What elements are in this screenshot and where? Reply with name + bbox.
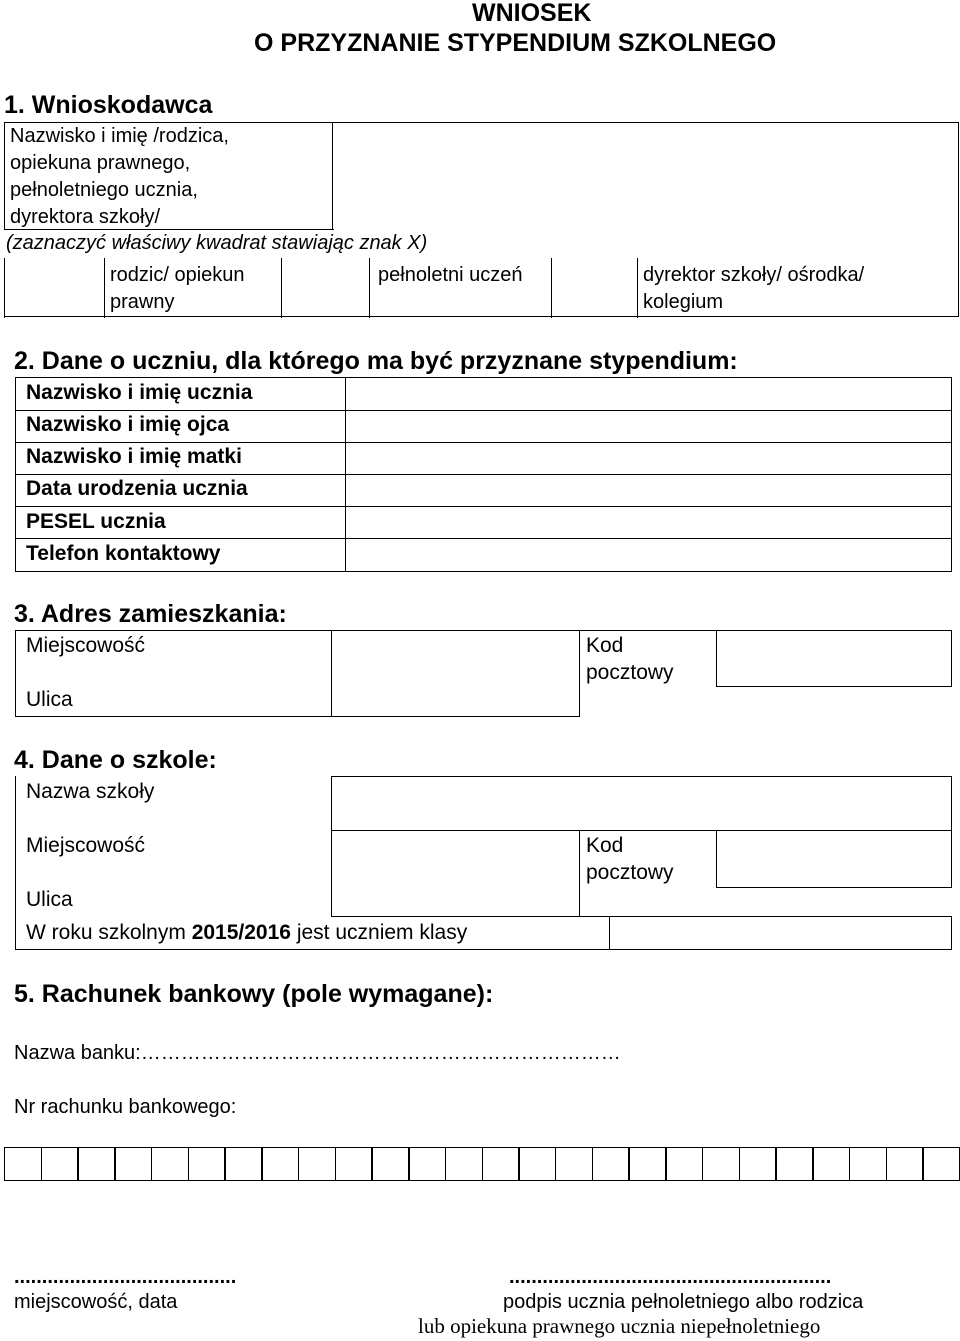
s4-class-top	[609, 916, 951, 917]
section1-divider	[332, 122, 333, 230]
account-digit-cell[interactable]	[77, 1147, 115, 1181]
school-city-field[interactable]	[333, 832, 578, 872]
postal-label-line: pocztowy	[586, 861, 674, 884]
address-street-field[interactable]	[333, 674, 578, 715]
checkbox-parent[interactable]	[6, 260, 102, 314]
account-digit-cell[interactable]	[886, 1147, 924, 1181]
options-sep-1	[281, 258, 282, 318]
signature-label-line1: podpis ucznia pełnoletniego albo rodzica	[503, 1291, 864, 1313]
account-digit-cell[interactable]	[188, 1147, 226, 1181]
account-digit-cell[interactable]	[812, 1147, 850, 1181]
address-postal-label	[586, 632, 674, 686]
options-sep-3	[551, 258, 552, 318]
account-digit-cell[interactable]	[445, 1147, 483, 1181]
signature-label-line2: lub opiekuna prawnego ucznia niepełnoletniego	[418, 1314, 821, 1338]
school-street-field[interactable]	[333, 874, 578, 915]
s2-line-4	[15, 506, 952, 507]
account-digit-cell[interactable]	[4, 1147, 42, 1181]
school-postal-label	[586, 832, 674, 886]
form-title-line1: WNIOSEK	[472, 0, 592, 27]
s4-right	[951, 776, 952, 888]
class-label-prefix: W roku szkolnym	[26, 921, 192, 944]
address-city-field[interactable]	[333, 632, 578, 672]
account-digit-cell[interactable]	[628, 1147, 666, 1181]
s3-left	[15, 630, 16, 717]
pesel-label: PESEL ucznia	[26, 510, 166, 533]
section3-heading: 3. Adres zamieszkania:	[14, 600, 287, 628]
section5-heading: 5. Rachunek bankowy (pole wymagane):	[14, 980, 494, 1008]
account-digit-cell[interactable]	[114, 1147, 152, 1181]
account-digit-cell[interactable]	[739, 1147, 777, 1181]
account-digit-cell[interactable]	[371, 1147, 409, 1181]
option-parent-label	[110, 262, 245, 316]
s3-top	[15, 630, 952, 631]
student-name-label: Nazwisko i imię ucznia	[26, 381, 253, 404]
s4-postal-field-left	[716, 830, 717, 888]
section2-heading: 2. Dane o uczniu, dla którego ma być przyznane stypendium:	[14, 347, 738, 375]
s3-bottom	[15, 716, 580, 717]
s2-line-0	[15, 377, 952, 378]
applicant-instruction: (zaznaczyć właściwy kwadrat stawiając znak X)	[6, 232, 428, 254]
section1-right-border	[958, 122, 959, 317]
school-class-label	[26, 919, 467, 946]
postal-label-line: Kod	[586, 634, 624, 657]
place-date-label: miejscowość, data	[14, 1291, 178, 1313]
options-left-border	[104, 258, 105, 318]
applicant-name-field[interactable]	[334, 124, 957, 228]
account-digit-cell[interactable]	[592, 1147, 630, 1181]
section4-heading: 4. Dane o szkole:	[14, 746, 217, 774]
s2-divider	[345, 377, 346, 572]
form-title-line2: O PRZYZNANIE STYPENDIUM SZKOLNEGO	[254, 29, 777, 57]
phone-label: Telefon kontaktowy	[26, 542, 221, 565]
s3-divider	[331, 630, 332, 717]
s4-postal-bottom	[716, 887, 952, 888]
s4-postal-left	[579, 830, 580, 917]
school-year: 2015/2016	[191, 921, 291, 944]
checkbox-adult-student[interactable]	[283, 260, 367, 314]
bank-name-dots[interactable]: ………………………………………………………………	[140, 1042, 621, 1064]
account-digit-cell[interactable]	[408, 1147, 446, 1181]
s2-left-border	[15, 377, 16, 572]
account-number-label: Nr rachunku bankowego:	[14, 1096, 237, 1118]
student-name-field[interactable]	[347, 379, 950, 409]
s4-class-left	[609, 916, 610, 950]
applicant-label-line: Nazwisko i imię /rodzica,	[10, 125, 229, 147]
s4-name-bottom	[331, 830, 952, 831]
father-name-field[interactable]	[347, 412, 950, 441]
option-adult-student-label	[378, 262, 523, 289]
s2-right-border	[951, 377, 952, 572]
account-digit-cell[interactable]	[702, 1147, 740, 1181]
option-label-line: dyrektor szkoły/ ośrodka/	[643, 264, 865, 286]
account-digit-cell[interactable]	[151, 1147, 189, 1181]
school-postal-field[interactable]	[718, 832, 950, 886]
account-digit-cell[interactable]	[224, 1147, 262, 1181]
options-sep-4	[637, 258, 638, 318]
options-left-outer	[4, 258, 5, 318]
options-sep-2	[369, 258, 370, 318]
address-postal-field[interactable]	[718, 632, 950, 685]
phone-field[interactable]	[347, 540, 950, 570]
signature-left-dots[interactable]: ........................................	[14, 1266, 237, 1288]
s2-line-6	[15, 571, 952, 572]
account-digit-cell[interactable]	[41, 1147, 79, 1181]
s4-top	[331, 776, 952, 777]
s2-line-5	[15, 538, 952, 539]
school-name-field[interactable]	[333, 778, 950, 829]
postal-label-line: Kod	[586, 834, 624, 857]
account-digit-cell[interactable]	[665, 1147, 703, 1181]
school-name-label: Nazwa szkoły	[26, 780, 155, 803]
s3-right	[951, 630, 952, 687]
option-label-line: pełnoletni uczeń	[378, 264, 523, 286]
account-digit-cell[interactable]	[555, 1147, 593, 1181]
birth-date-field[interactable]	[347, 476, 950, 505]
account-digit-cell[interactable]	[922, 1147, 960, 1181]
postal-label-line: pocztowy	[586, 661, 674, 684]
section1-heading: 1. Wnioskodawca	[4, 91, 213, 119]
mother-name-field[interactable]	[347, 444, 950, 473]
applicant-label-line: dyrektora szkoły/	[10, 206, 161, 228]
address-street-label: Ulica	[26, 688, 73, 711]
account-digit-cell[interactable]	[518, 1147, 556, 1181]
address-city-label: Miejscowość	[26, 634, 146, 657]
account-digit-cell[interactable]	[775, 1147, 813, 1181]
applicant-label-line: opiekuna prawnego,	[10, 152, 191, 174]
account-digit-cell[interactable]	[261, 1147, 299, 1181]
options-bottom-border	[4, 316, 959, 317]
signature-right-dots[interactable]: ..........................................................	[509, 1266, 832, 1288]
s3-postal-field-left	[716, 630, 717, 687]
option-label-line: prawny	[110, 291, 175, 313]
s4-street-bottom	[331, 916, 611, 917]
bank-name-row	[14, 1040, 621, 1067]
class-label-suffix: jest uczniem klasy	[290, 921, 468, 944]
option-label-line: kolegium	[643, 291, 724, 313]
birth-date-label: Data urodzenia ucznia	[26, 477, 248, 500]
mother-name-label: Nazwisko i imię matki	[26, 445, 242, 468]
s4-right-class	[951, 916, 952, 950]
s3-postal-left	[579, 630, 580, 717]
applicant-name-label	[10, 123, 229, 231]
option-director-label	[643, 262, 864, 316]
school-street-label: Ulica	[26, 888, 73, 911]
s4-divider	[331, 776, 332, 917]
bank-name-label: Nazwa banku:	[14, 1042, 141, 1064]
pesel-field[interactable]	[347, 508, 950, 537]
father-name-label: Nazwisko i imię ojca	[26, 413, 230, 436]
checkbox-director[interactable]	[553, 260, 635, 314]
account-digit-cell[interactable]	[335, 1147, 373, 1181]
account-number-grid[interactable]	[4, 1147, 959, 1181]
school-city-label: Miejscowość	[26, 834, 146, 857]
applicant-label-line: pełnoletniego ucznia,	[10, 179, 198, 201]
account-digit-cell[interactable]	[482, 1147, 520, 1181]
account-digit-cell[interactable]	[849, 1147, 887, 1181]
s4-left	[15, 776, 16, 950]
section1-left-border	[4, 122, 5, 230]
option-label-line: rodzic/ opiekun	[110, 264, 245, 286]
s3-postal-bottom	[716, 686, 952, 687]
school-class-field[interactable]	[611, 918, 950, 948]
s4-bottom	[15, 949, 952, 950]
account-digit-cell[interactable]	[298, 1147, 336, 1181]
